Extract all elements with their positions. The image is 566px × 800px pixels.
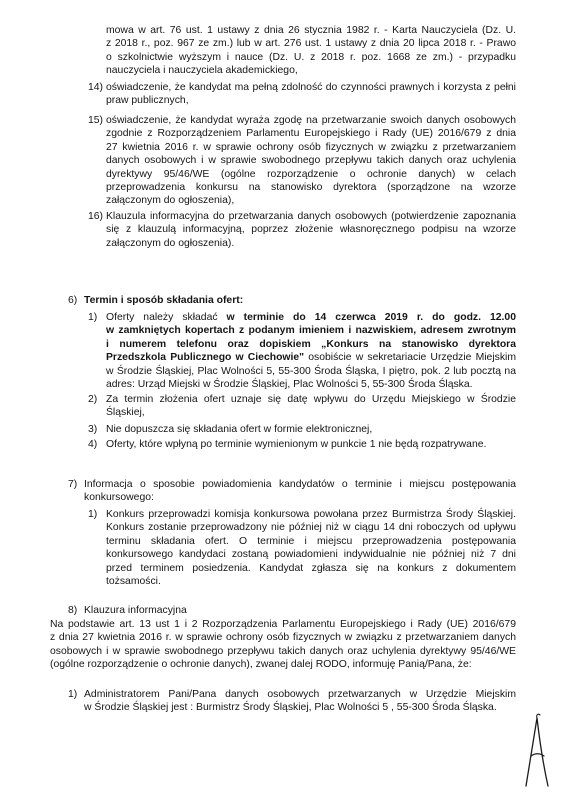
section-8-sub-1-marker: 1): [68, 689, 78, 700]
text-plain: Oferty należy składać: [106, 312, 227, 323]
section-6-sub-4-marker: 4): [88, 439, 98, 450]
text-line: Konkurs zostanie przeprowadzony nie później niż w ciągu 14 dni roboczych od upływu: [106, 522, 516, 534]
text-line: konkursowego:: [84, 492, 154, 504]
section-7-sub-1-marker: 1): [88, 509, 98, 520]
section-6-sub-4: Oferty, które wpłyną po terminie wymienionym w punkcie 1 nie będą rozpatrywane.: [106, 439, 487, 450]
section-7-sub-1: [106, 508, 516, 588]
text-line: 27 kwietnia 2016 r. w sprawie ochrony osób fizycznych w związku z przetwarzaniem: [106, 141, 516, 153]
text-line: w Środzie Śląskiej, Plac Wolności 5, 55-300 Środa Śląska, I piętro, pok. 2 lub pocztą na: [106, 365, 516, 377]
text-line: [106, 351, 516, 364]
item-13-continuation: [106, 24, 516, 78]
text-line: tożsamości.: [106, 576, 161, 588]
text-line: danych osobowych i w sprawie swobodnego przepływu takich danych oraz uchylenia: [106, 155, 516, 167]
text-line: praw publicznych,: [106, 95, 189, 107]
item-15: [106, 114, 516, 208]
text-line: z dnia 27 kwietnia 2016 r. w sprawie ochrony osób fizycznych w związku z przetwarzaniem danych: [50, 632, 516, 644]
section-6-sub-2-marker: 2): [88, 394, 98, 405]
text-line: zgodnie z Rozporządzeniem Parlamentu Europejskiego i Rady (UE) 2016/679 z dnia: [106, 128, 516, 140]
text-line: załączonym do ogłoszenia).: [106, 237, 235, 249]
text-line: Administratorem Pani/Pana danych osobowych przetwarzanych w Urzędzie Miejskim: [84, 689, 516, 700]
text-line: Za termin złożenia ofert uznaje się datę wpływu do Urzędu Miejskiego w Środzie: [106, 394, 516, 405]
text-bold: Przedszkola Publicznego w Ciechowie": [106, 352, 305, 364]
text-line: adres: Urząd Miejski w Środzie Śląskiej, Plac Wolności 5, 55-300 Środa Śląska.: [106, 379, 473, 391]
section-8-marker: 8): [68, 605, 78, 616]
section-6-heading: Termin i sposób składania ofert:: [84, 295, 244, 306]
text-line: się z klauzulą informacyjną, poprzez złożenie własnoręcznego podpisu na wzorze: [106, 224, 516, 236]
text-line: oświadczenie, że kandydat wyraża zgodę na przetwarzanie swoich danych osobowych: [106, 115, 516, 126]
text-line: Informacja o sposobie powiadomienia kandydatów o terminie i miejscu postępowania: [84, 479, 516, 490]
section-8-heading: Klauzura informacyjna: [84, 605, 187, 616]
deadline-bold: w terminie do 14 czerwca 2019 r. do godz. 12.00: [226, 312, 516, 323]
text-plain: osobiście w sekretariacie Urzędzie Miejskim: [304, 352, 516, 364]
handwritten-initial-mark: [520, 712, 554, 792]
section-7-marker: 7): [68, 479, 78, 490]
text-line: osobowych i w sprawie swobodnego przepływu takich danych oraz uchylenia dyrektywy 95/46/WE: [50, 645, 516, 657]
text-line: Klauzula informacyjna do przetwarzania danych osobowych (potwierdzenie zapoznania: [106, 211, 516, 222]
item-16-marker: 16): [88, 211, 104, 222]
section-7: [84, 478, 516, 505]
text-line: konkursowego kandydaci zostaną powiadomieni indywidualnie nie później niż 7 dni: [106, 549, 516, 561]
section-6-sub-2: [106, 393, 516, 420]
text-line: terminu składania ofert. O terminie i miejscu przeprowadzenia postępowania: [106, 535, 516, 547]
section-8-body: [50, 618, 516, 672]
text-line: z 2018 r., poz. 967 ze zm.) lub w art. 276 ust. 1 ustawy z dnia 20 lipca 2018 r. - Prawo: [106, 38, 516, 50]
text-line: w Środzie Śląskiej jest : Burmistrz Środy Śląskiej, Plac Wolności 5 , 55-300 Środa Śląska.: [84, 702, 497, 714]
text-line: o szkolnictwie wyższym i nauce (Dz. U. z 2018 r. poz. 1668 ze zm.) - przypadku: [106, 51, 516, 63]
section-6-sub-3: Nie dopuszcza się składania ofert w formie elektronicznej,: [106, 424, 373, 435]
section-6-marker: 6): [68, 295, 78, 306]
section-6-sub-1: [106, 311, 516, 391]
text-line: przed terminem posiedzenia. Kandydat zgłasza się na konkurs z dokumentem: [106, 562, 516, 574]
text-line: mowa w art. 76 ust. 1 ustawy z dnia 26 stycznia 1982 r. - Karta Nauczyciela (Dz. U.: [106, 25, 516, 36]
section-6-sub-1-marker: 1): [88, 312, 98, 323]
section-8-sub-1: [84, 688, 516, 715]
item-14: [106, 81, 516, 108]
text-line: załączonym do ogłoszenia),: [106, 195, 235, 207]
text-line: Śląskiej,: [106, 407, 145, 419]
text-line: [106, 311, 516, 324]
text-line: Na podstawie art. 13 ust 1 i 2 Rozporządzenia Parlamentu Europejskiego i Rady (UE) 2016/679: [50, 619, 516, 630]
item-16: [106, 210, 516, 250]
item-14-marker: 14): [88, 82, 104, 93]
section-6-sub-3-marker: 3): [88, 424, 98, 435]
text-line: nauczyciela i nauczyciela akademickiego,: [106, 65, 298, 77]
text-line: oświadczenie, że kandydat ma pełną zdolność do czynności prawnych i korzysta z pełni: [106, 82, 516, 93]
text-line: Konkurs przeprowadzi komisja konkursowa powołana przez Burmistrza Środy Śląskiej.: [106, 509, 516, 520]
text-line-bold: w zamkniętych kopertach z podanym imieniem i nazwiskiem, adresem zwrotnym: [106, 325, 516, 337]
text-line: dyrektywy 95/46/WE (ogólne rozporządzenie o ochronie danych) w celach: [106, 168, 516, 180]
item-15-marker: 15): [88, 115, 104, 126]
text-line: przeprowadzenia konkursu na stanowisko dyrektora (sporządzone na wzorze: [106, 182, 516, 194]
text-line: (ogólne rozporządzenie o ochronie danych), zwanej dalej RODO, informuję Panią/Pana, że:: [50, 659, 472, 671]
text-line-bold: i numerem telefonu oraz dopiskiem „Konkurs na stanowisko dyrektora: [106, 338, 516, 350]
